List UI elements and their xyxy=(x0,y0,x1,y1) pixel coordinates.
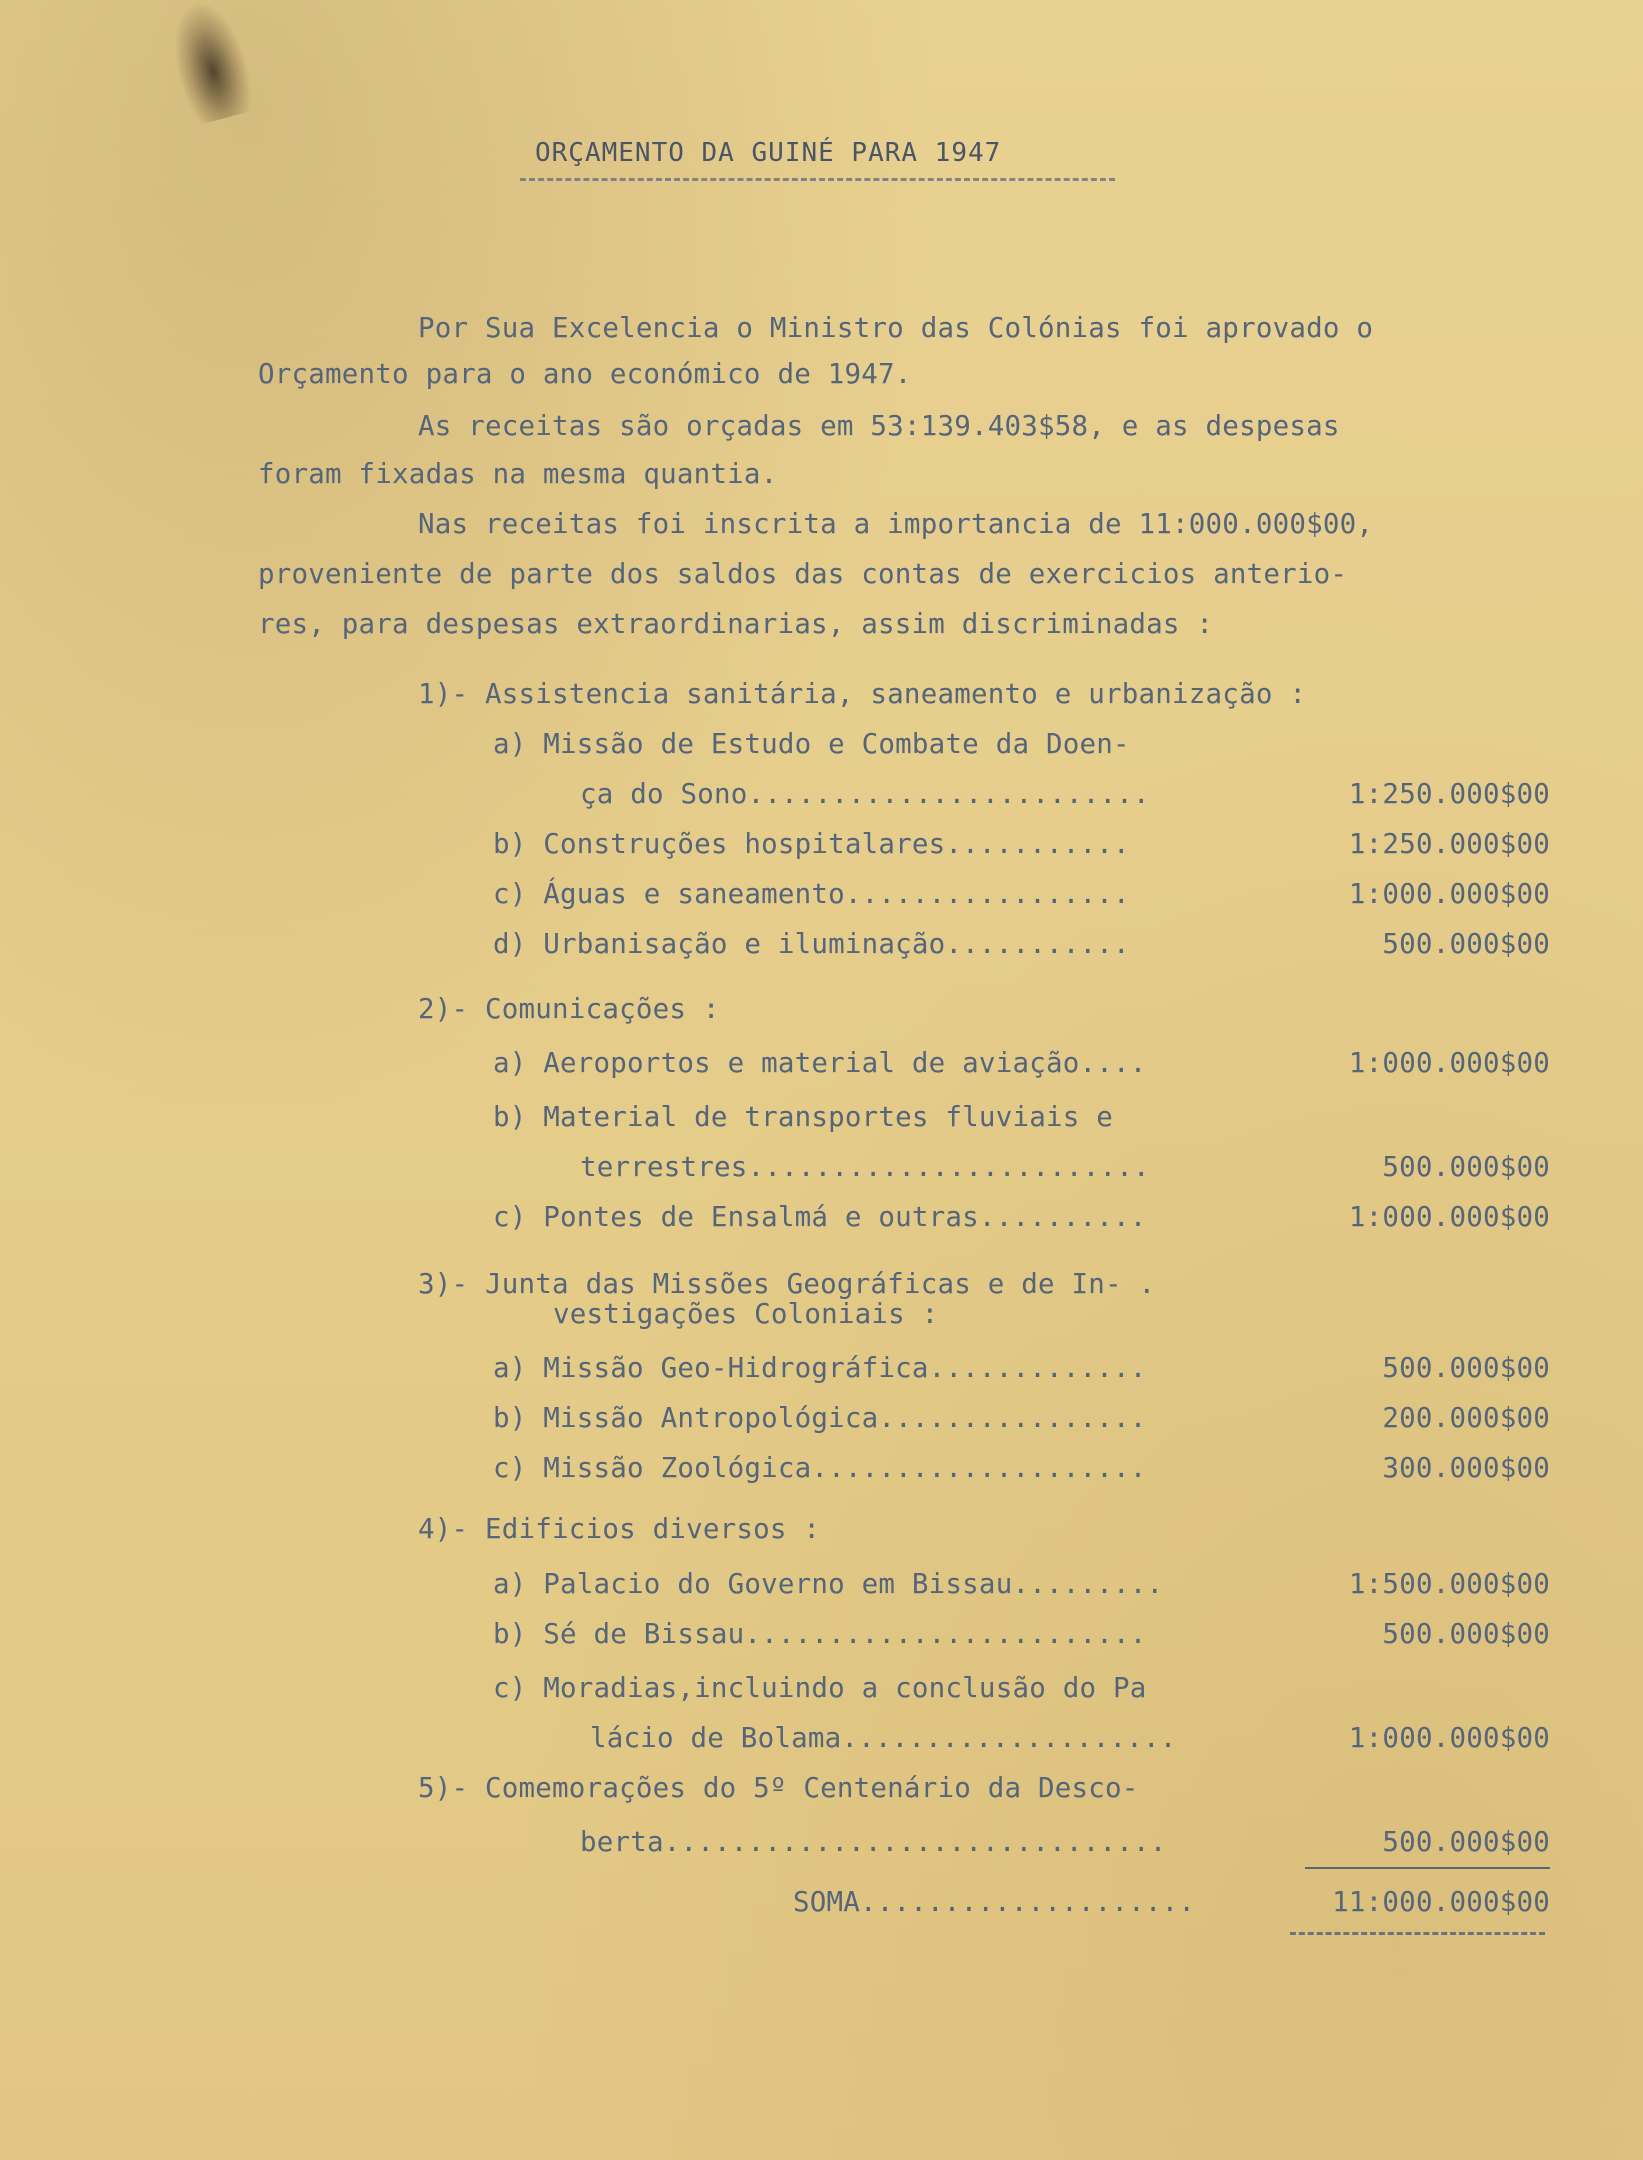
item-2c: c) Pontes de Ensalmá e outras.......... xyxy=(493,1201,1147,1233)
item-4b: b) Sé de Bissau........................ xyxy=(493,1618,1147,1650)
item-4c-line-2: lácio de Bolama.................... xyxy=(590,1722,1177,1754)
item-4b-amount: 500.000$00 xyxy=(1382,1618,1550,1650)
intro-line-7: res, para despesas extraordinarias, assim discriminadas : xyxy=(258,608,1214,640)
item-3b-amount: 200.000$00 xyxy=(1382,1402,1550,1434)
section-3-heading-line-2: vestigações Coloniais : xyxy=(553,1298,939,1330)
item-1a-line-2: ça do Sono........................ xyxy=(580,778,1150,810)
item-4c-amount: 1:000.000$00 xyxy=(1348,1722,1550,1754)
item-2a: a) Aeroportos e material de aviação.... xyxy=(493,1047,1147,1079)
item-3c: c) Missão Zoológica.................... xyxy=(493,1452,1147,1484)
subtotal-underline xyxy=(1305,1867,1550,1869)
total-label: SOMA.................... xyxy=(793,1886,1196,1918)
document-title: ORÇAMENTO DA GUINÉ PARA 1947 xyxy=(535,138,1002,168)
item-1d: d) Urbanisação e iluminação........... xyxy=(493,928,1130,960)
item-2a-amount: 1:000.000$00 xyxy=(1348,1047,1550,1079)
section-1-heading: 1)- Assistencia sanitária, saneamento e urbanização : xyxy=(418,678,1307,710)
item-2c-amount: 1:000.000$00 xyxy=(1348,1201,1550,1233)
item-3b: b) Missão Antropológica................ xyxy=(493,1402,1147,1434)
total-amount: 11:000.000$00 xyxy=(1332,1886,1550,1918)
item-3a-amount: 500.000$00 xyxy=(1382,1352,1550,1384)
item-4a-amount: 1:500.000$00 xyxy=(1348,1568,1550,1600)
section-5-heading-line-2: berta.............................. xyxy=(580,1826,1167,1858)
item-1c-amount: 1:000.000$00 xyxy=(1348,878,1550,910)
intro-line-5: Nas receitas foi inscrita a importancia de 11:000.000$00, xyxy=(418,508,1374,540)
item-3c-amount: 300.000$00 xyxy=(1382,1452,1550,1484)
section-3-heading-line-1: 3)- Junta das Missões Geográficas e de In- . xyxy=(418,1268,1156,1300)
paper-stain xyxy=(161,0,260,127)
item-1c: c) Águas e saneamento................. xyxy=(493,878,1130,910)
item-2b-amount: 500.000$00 xyxy=(1382,1151,1550,1183)
section-4-heading: 4)- Edificios diversos : xyxy=(418,1513,821,1545)
item-5-amount: 500.000$00 xyxy=(1382,1826,1550,1858)
item-1b: b) Construções hospitalares........... xyxy=(493,828,1130,860)
section-5-heading-line-1: 5)- Comemorações do 5º Centenário da Desco- xyxy=(418,1772,1139,1804)
item-1a-line-1: a) Missão de Estudo e Combate da Doen- xyxy=(493,728,1130,760)
intro-line-3: As receitas são orçadas em 53:139.403$58, e as despesas xyxy=(418,410,1340,442)
intro-line-2: Orçamento para o ano económico de 1947. xyxy=(258,358,912,390)
title-double-rule xyxy=(520,178,1115,181)
section-2-heading: 2)- Comunicações : xyxy=(418,993,720,1025)
intro-line-1: Por Sua Excelencia o Ministro das Colónias foi aprovado o xyxy=(418,312,1374,344)
total-double-rule xyxy=(1290,1932,1545,1935)
intro-line-6: proveniente de parte dos saldos das contas de exercicios anterio- xyxy=(258,558,1348,590)
item-1b-amount: 1:250.000$00 xyxy=(1348,828,1550,860)
item-4a: a) Palacio do Governo em Bissau......... xyxy=(493,1568,1164,1600)
item-2b-line-1: b) Material de transportes fluviais e xyxy=(493,1101,1113,1133)
item-1a-amount: 1:250.000$00 xyxy=(1348,778,1550,810)
intro-line-4: foram fixadas na mesma quantia. xyxy=(258,458,778,490)
item-2b-line-2: terrestres........................ xyxy=(580,1151,1150,1183)
item-3a: a) Missão Geo-Hidrográfica............. xyxy=(493,1352,1147,1384)
item-4c-line-1: c) Moradias,incluindo a conclusão do Pa xyxy=(493,1672,1147,1704)
item-1d-amount: 500.000$00 xyxy=(1382,928,1550,960)
